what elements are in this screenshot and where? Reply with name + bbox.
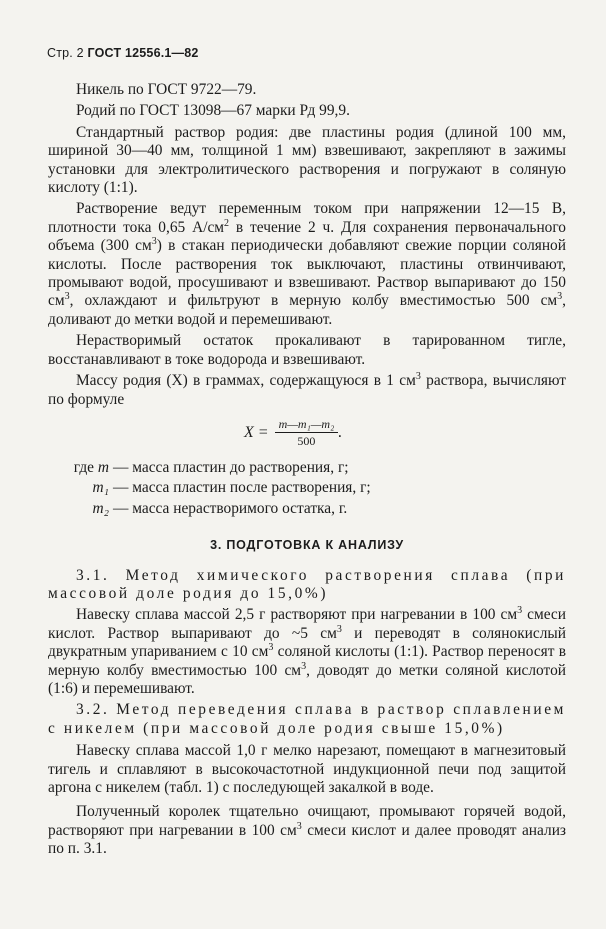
legend-text: — масса пластин после растворения, г;	[113, 479, 371, 497]
page-header	[47, 44, 199, 62]
legend-symbol: где m	[73, 458, 109, 476]
standard-number: ГОСТ 12556.1—82	[87, 46, 199, 60]
formula-lhs: X =	[244, 423, 269, 441]
section-3-1-text: Навеску сплава массой 2,5 г растворяют при нагревании в 100 $см^3$ смеси кислот. Раствор выпаривают до ~5 $см^3$ и переводят в солянокислый двукратным упариванием с 10 $см^3$ соляной кислоты (1:1). Раствор переносят в мерную колбу вместимостью 100 $см^3$, доводят до метки соляной кислотой (1:6) и перемешивают.	[48, 605, 566, 697]
legend-symbol: m₂	[92, 499, 109, 517]
legend-text: — масса нерастворимого остатка, г.	[113, 499, 348, 517]
section-3-1-heading: 3.1. Метод химического растворения сплава (при массовой доле родия до 15,0%)	[48, 566, 566, 602]
formula-denominator: 500	[297, 433, 316, 448]
mass-calc-paragraph: Массу родия (X) в граммах, содержащуюся в 1 $см^3$ раствора, вычисляют по формуле	[48, 370, 566, 408]
formula-numerator: m—m₁—m₂	[275, 417, 339, 433]
residue-paragraph: Нерастворимый остаток прокаливают в тарированном тигле, восстанавливают в токе водорода и взвешивают.	[48, 332, 566, 368]
dissolution-paragraph: Растворение ведут переменным током при напряжении 12—15 В, плотности тока 0,65 $А/см^2$ в течение 2 ч. Для сохранения первоначального объема (300 $см^3$) в стакан периодически добавляют свежие порции соляной кислоты. После растворения ток выключают, пластины отвинчивают, промывают водой, просушивают и взвешивают. Раствор выпаривают до 150 $см^3$, охлаждают и фильтруют в мерную колбу вместимостью 500 $см^3$, доливают до метки водой и перемешивают.	[48, 200, 566, 328]
section-3-2-final: Полученный королек тщательно очищают, промывают горячей водой, растворяют при нагревании в 100 $см^3$ смеси кислот и далее проводят анализ по п. 3.1.	[48, 803, 567, 858]
document-body	[48, 81, 566, 862]
reagent-rhodium: Родий по ГОСТ 13098—67 марки Рд 99,9.	[76, 102, 350, 120]
section-3-2-text: Навеску сплава массой 1,0 г мелко нарезают, помещают в магнезитовый тигель и сплавляют в высокочастотной индукционной печи под защитой аргона с никелем (табл. 1) с последующей закалкой в воде.	[48, 742, 566, 796]
legend-symbol: m₁	[92, 479, 109, 497]
legend-row	[48, 479, 566, 497]
section-3-2-heading: 3.2. Метод переведения сплава в раствор сплавлением с никелем (при массовой доле родия свыше 15,0%)	[48, 701, 566, 737]
reagent-nickel: Никель по ГОСТ 9722—79.	[76, 81, 257, 98]
section-title: 3. ПОДГОТОВКА К АНАЛИЗУ	[210, 538, 404, 553]
legend-row	[48, 459, 566, 477]
formula	[244, 417, 566, 449]
formula-end: .	[338, 423, 343, 441]
formula-legend	[48, 459, 566, 518]
legend-row	[48, 500, 566, 518]
legend-text: — масса пластин до растворения, г;	[113, 458, 349, 476]
standard-solution-paragraph: Стандартный раствор родия: две пластины родия (длиной 100 мм, шириной 30—40 мм, толщиной 1 мм) взвешивают, закрепляют в зажимы установки для электролитического растворения и погружают в соляную кислоту (1:1).	[48, 123, 566, 197]
formula-fraction	[275, 417, 339, 449]
page-number: Стр. 2	[47, 46, 84, 60]
